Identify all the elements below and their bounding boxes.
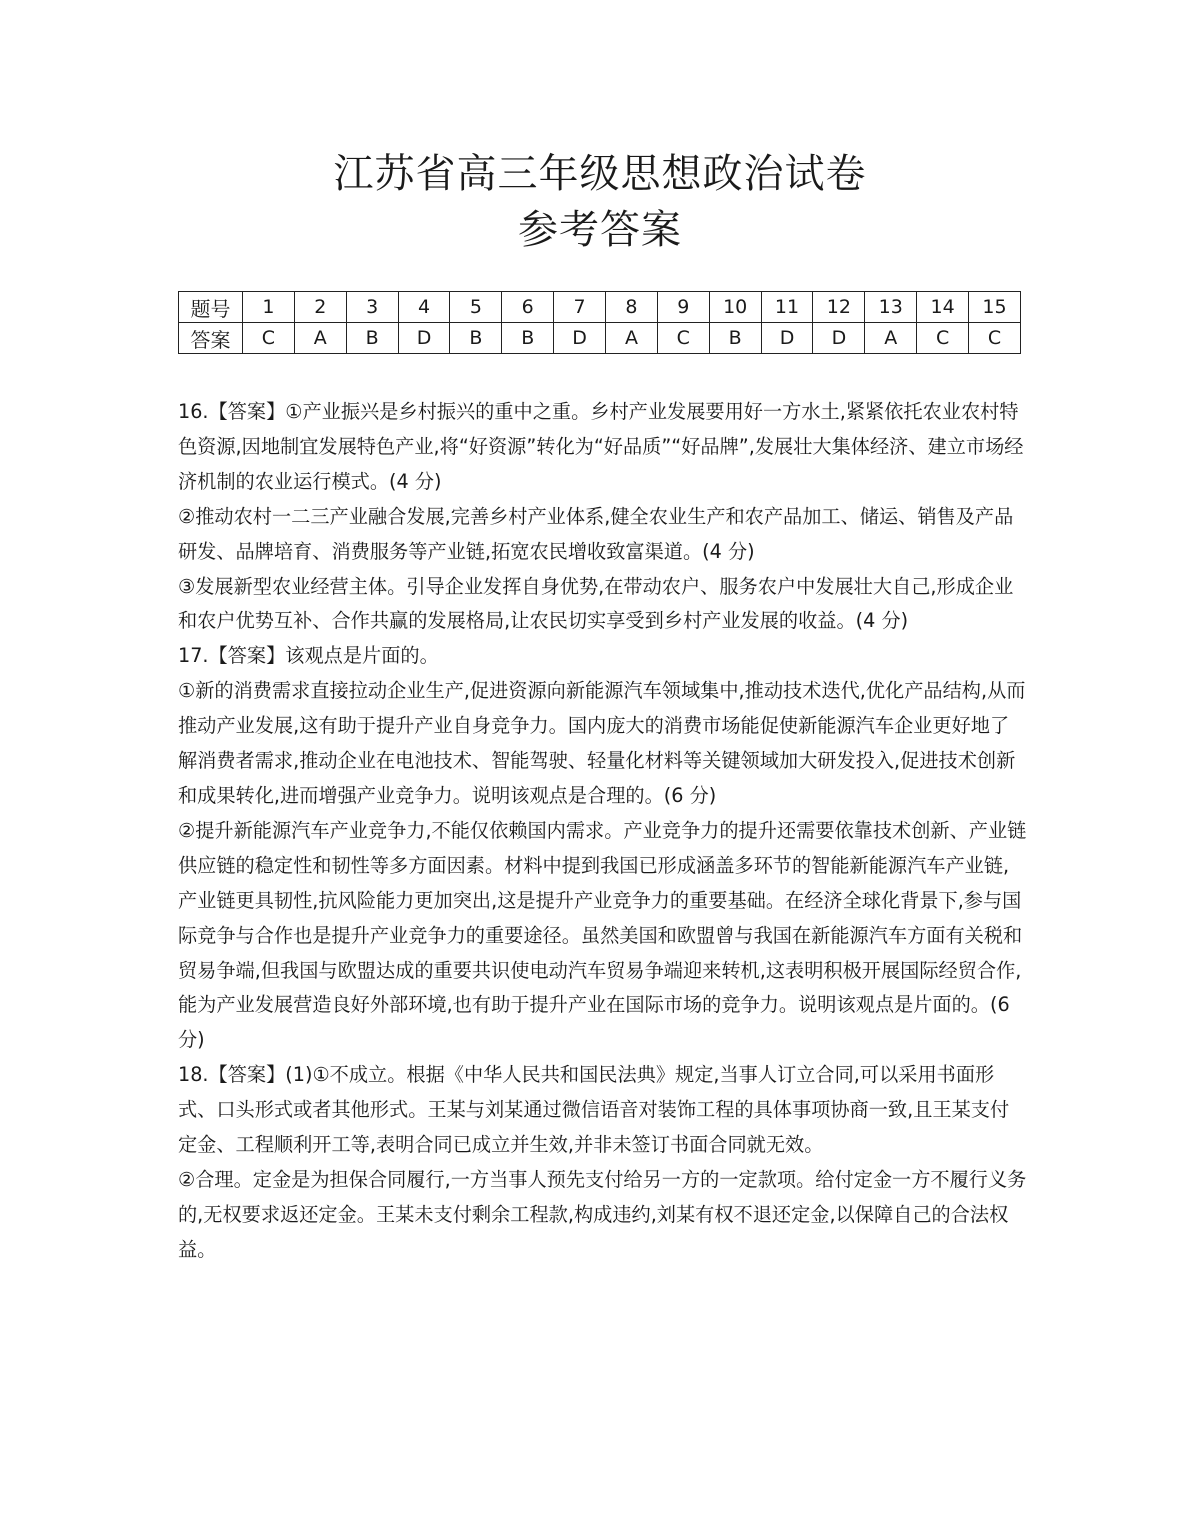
answer-cell: D bbox=[761, 323, 813, 354]
question-number: 12 bbox=[813, 292, 865, 323]
answer-cell: B bbox=[709, 323, 761, 354]
answer-cell: C bbox=[243, 323, 295, 354]
answer-key-table bbox=[178, 291, 1021, 354]
question-number: 4 bbox=[398, 292, 450, 323]
q17-answer-heading: 17.【答案】该观点是片面的。 bbox=[178, 644, 439, 668]
q18-answer-paragraph-2: ②合理。定金是为担保合同履行,一方当事人预先支付给另一方的一定款项。给付定金一方不履行义务的,无权要求返还定金。王某未支付剩余工程款,构成违约,刘某有权不退还定金,以保障自己的合法权益。 bbox=[178, 1167, 1027, 1261]
answer-cell: A bbox=[606, 323, 658, 354]
answer-cell: B bbox=[450, 323, 502, 354]
question-number: 15 bbox=[969, 292, 1021, 323]
q18-answer-paragraph-1: 18.【答案】(1)①不成立。根据《中华人民共和国民法典》规定,当事人订立合同,可以采用书面形式、口头形式或者其他形式。王某与刘某通过微信语音对装饰工程的具体事项协商一致,且王某支付定金、工程顺利开工等,表明合同已成立并生效,并非未签订书面合同就无效。 bbox=[178, 1063, 1010, 1157]
question-number: 9 bbox=[657, 292, 709, 323]
answer-cell: D bbox=[813, 323, 865, 354]
answer-row bbox=[179, 323, 1021, 354]
answer-cell: A bbox=[865, 323, 917, 354]
question-number: 11 bbox=[761, 292, 813, 323]
q17-answer-paragraph-1: ①新的消费需求直接拉动企业生产,促进资源向新能源汽车领域集中,推动技术迭代,优化产品结构,从而推动产业发展,这有助于提升产业自身竞争力。国内庞大的消费市场能促使新能源汽车企业更好地了解消费者需求,推动企业在电池技术、智能驾驶、轻量化材料等关键领域加大研发投入,促进技术创新和成果转化,进而增强产业竞争力。说明该观点是合理的。(6 分) bbox=[178, 679, 1026, 807]
question-number: 2 bbox=[294, 292, 346, 323]
q16-answer-paragraph-3: ③发展新型农业经营主体。引导企业发挥自身优势,在带动农户、服务农户中发展壮大自己,形成企业和农户优势互补、合作共赢的发展格局,让农民切实享受到乡村产业发展的收益。(4 分) bbox=[178, 574, 1014, 633]
answer-cell: D bbox=[554, 323, 606, 354]
question-number: 10 bbox=[709, 292, 761, 323]
question-number: 5 bbox=[450, 292, 502, 323]
answer-cell: A bbox=[294, 323, 346, 354]
question-number: 3 bbox=[346, 292, 398, 323]
answer-cell: B bbox=[502, 323, 554, 354]
answer-cell: C bbox=[917, 323, 969, 354]
answer-cell: C bbox=[969, 323, 1021, 354]
answer-explanations bbox=[178, 395, 1028, 1268]
q17-answer-paragraph-2: ②提升新能源汽车产业竞争力,不能仅依赖国内需求。产业竞争力的提升还需要依靠技术创新、产业链供应链的稳定性和韧性等多方面因素。材料中提到我国已形成涵盖多环节的智能新能源汽车产业链,产业链更具韧性,抗风险能力更加突出,这是提升产业竞争力的重要基础。在经济全球化背景下,参与国际竞争与合作也是提升产业竞争力的重要途径。虽然美国和欧盟曾与我国在新能源汽车方面有关税和贸易争端,但我国与欧盟达成的重要共识使电动汽车贸易争端迎来转机,这表明积极开展国际经贸合作,能为产业发展营造良好外部环境,也有助于提升产业在国际市场的竞争力。说明该观点是片面的。(6 分) bbox=[178, 818, 1027, 1052]
answer-cell: D bbox=[398, 323, 450, 354]
answer-cell: B bbox=[346, 323, 398, 354]
q16-answer-paragraph-2: ②推动农村一二三产业融合发展,完善乡村产业体系,健全农业生产和农产品加工、储运、销售及产品研发、品牌培育、消费服务等产业链,拓宽农民增收致富渠道。(4 分) bbox=[178, 504, 1014, 563]
question-number: 13 bbox=[865, 292, 917, 323]
question-number: 14 bbox=[917, 292, 969, 323]
row-label-answer: 答案 bbox=[179, 323, 243, 354]
page-subtitle: 参考答案 bbox=[518, 207, 682, 253]
question-number: 1 bbox=[243, 292, 295, 323]
question-number: 6 bbox=[502, 292, 554, 323]
q16-answer-paragraph-1: 16.【答案】①产业振兴是乡村振兴的重中之重。乡村产业发展要用好一方水土,紧紧依托农业农村特色资源,因地制宜发展特色产业,将“好资源”转化为“好品质”“好品牌”,发展壮大集体经济、建立市场经济机制的农业运行模式。(4 分) bbox=[178, 400, 1024, 493]
row-label-number: 题号 bbox=[179, 292, 243, 323]
page-title: 江苏省高三年级思想政治试卷 bbox=[333, 151, 867, 197]
question-number: 8 bbox=[606, 292, 658, 323]
answer-cell: C bbox=[657, 323, 709, 354]
question-number: 7 bbox=[554, 292, 606, 323]
question-number-row bbox=[179, 292, 1021, 323]
